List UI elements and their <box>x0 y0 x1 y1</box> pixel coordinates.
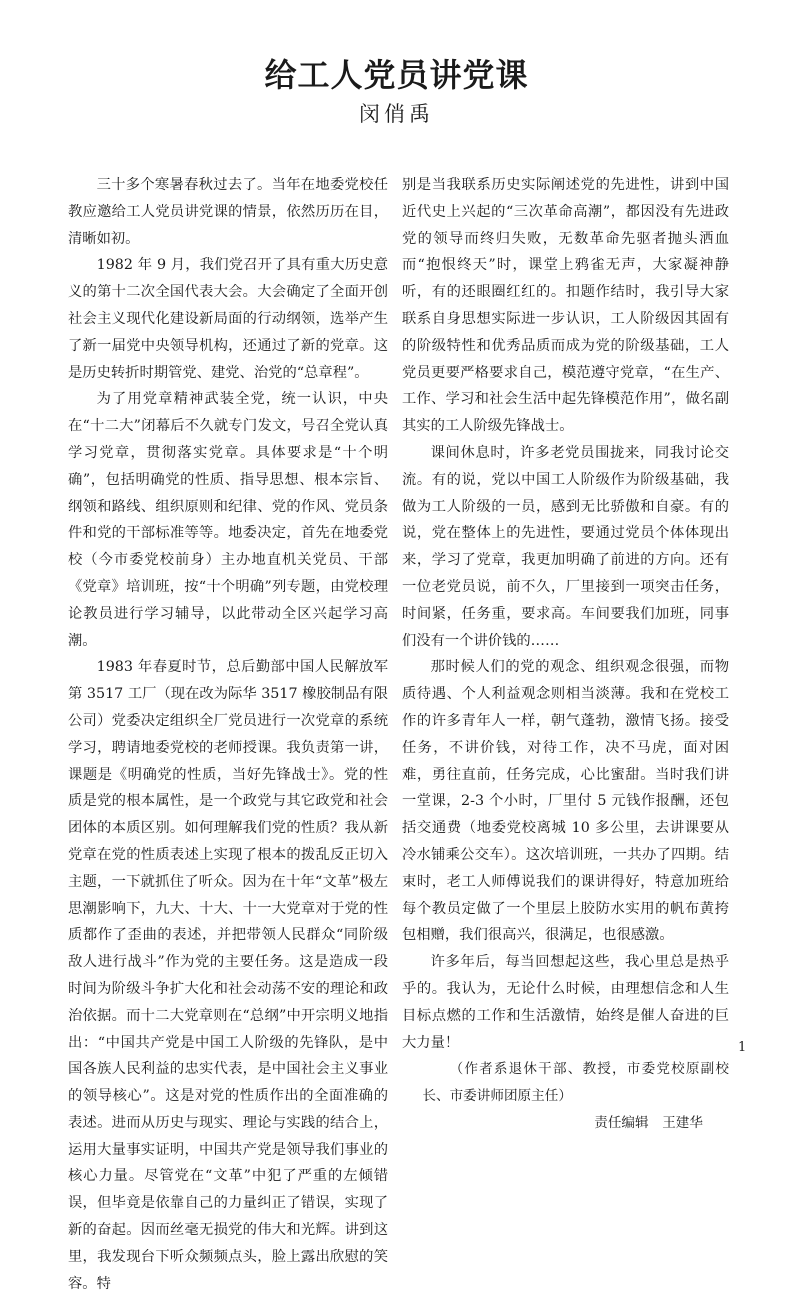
paragraph: 课间休息时，许多老党员围拢来，同我讨论交流。有的说，党以中国工人阶级作为阶级基础，我做为工人阶级的一员，感到无比骄傲和自豪。有的说，党在整体上的先进性，要通过党员个体体现出来，学习了党章，我更加明确了前进的方向。还有一位老党员说，前不久，厂里接到一项突击任务，时间紧，任务重，要求高。车间要我们加班，同事们没有一个讲价钱的…… <box>402 444 729 649</box>
article-title: 给工人党员讲党课 <box>264 56 529 94</box>
author-note: （作者系退休干部、教授，市委党校原副校长、市委讲师团原主任） <box>422 1061 729 1105</box>
paragraph: 为了用党章精神武装全党，统一认识，中央在“十二大”闭幕后不久就专门发文，号召全党认真学习党章，贯彻落实党章。具体要求是“十个明确”，包括明确党的性质、指导思想、根本宗旨、纲领和路线、组织原则和纪律、党的作风、党员条件和党的干部标准等等。地委决定，首先在地委党校（今市委党校前身）主办地直机关党员、干部《党章》培训班，按“十个明确”列专题，由党校理论教员进行学习辅导，以此带动全区兴起学习高潮。 <box>68 391 388 649</box>
left-column <box>68 172 388 1297</box>
paragraph: 许多年后，每当回想起这些，我心里总是热乎乎的。我认为，无论什么时候，由理想信念和人生目标点燃的工作和生活激情，始终是催人奋进的巨大力量！ <box>402 954 729 1051</box>
paragraph: 那时候人们的党的观念、组织观念很强，而物质待遇、个人利益观念则相当淡薄。我和在党校工作的许多青年人一样，朝气蓬勃，激情飞扬。接受任务，不讲价钱，对待工作，决不马虎，面对困难，勇往直前，任务完成，心比蜜甜。当时我们讲一堂课，2-3 个小时，厂里付 5 元钱作报酬，还包括交通费（地委党校离城 10 多公里，去讲课要从冷水铺乘公交车）。这次培训班，一共办了四期。结束时，老工人师傅说我们的课讲得好，特意加班给每个教员定做了一个里层上胶防水实用的帆布黄挎包相赠，我们很高兴，很满足，也很感激。 <box>402 659 729 944</box>
paragraph: 1982 年 9 月，我们党召开了具有重大历史意义的第十二次全国代表大会。大会确定了全面开创社会主义现代化建设新局面的行动纲领，选举产生了新一届党中央领导机构，还通过了新的党章。这是历史转折时期管党、建党、治党的“总章程”。 <box>68 257 388 381</box>
article-author: 闵俏禹 <box>359 102 434 126</box>
right-column <box>402 172 729 1137</box>
paragraph-continued: 别是当我联系历史实际阐述党的先进性，讲到中国近代史上兴起的“三次革命高潮”，都因没有先进政党的领导而终归失败，无数革命先驱者抛头洒血而“抱恨终天”时，课堂上鸦雀无声，大家凝神静听，有的还眼圈红红的。扣题作结时，我引导大家联系自身思想实际进一步认识，工人阶级因其固有的阶级特性和优秀品质而成为党的阶级基础，工人党员更要严格要求自己，模范遵守党章，“在生产、工作、学习和社会生活中起先锋模范作用”，做名副其实的工人阶级先锋战士。 <box>402 177 729 435</box>
paragraph: 三十多个寒暑春秋过去了。当年在地委党校任教应邀给工人党员讲党课的情景，依然历历在目，清晰如初。 <box>68 177 388 247</box>
editor-credit: 责任编辑 王建华 <box>594 1114 703 1131</box>
paragraph: 1983 年春夏时节，总后勤部中国人民解放军第 3517 工厂（现在改为际华 3517 橡胶制品有限公司）党委决定组织全厂党员进行一次党章的系统学习，聘请地委党校的老师授课。我负责第一讲，课题是《明确党的性质，当好先锋战士》。党的性质是党的根本属性，是一个政党与其它政党和社会团体的本质区别。如何理解我们党的性质？我从新党章在党的性质表述上实现了根本的拨乱反正切入主题，一下就抓住了听众。因为在十年“文革”极左思潮影响下，九大、十大、十一大党章对于党的性质都作了歪曲的表述，并把带领人民群众“同阶级敌人进行战斗”作为党的主要任务。这是造成一段时间为阶级斗争扩大化和社会动荡不安的理论和政治依据。而十二大党章则在“总纲”中开宗明义地指出：“中国共产党是中国工人阶级的先锋队，是中国各族人民利益的忠实代表，是中国社会主义事业的领导核心”。这是对党的性质作出的全面准确的表述。进而从历史与现实、理论与实践的结合上，运用大量事实证明，中国共产党是领导我们事业的核心力量。尽管党在“文革”中犯了严重的左倾错误，但毕竟是依靠自己的力量纠正了错误，实现了新的奋起。因而丝毫无损党的伟大和光辉。讲到这里，我发现台下听众频频点头，脸上露出欣慰的笑容。特 <box>68 659 388 1292</box>
page-number: 1 <box>738 1040 747 1055</box>
